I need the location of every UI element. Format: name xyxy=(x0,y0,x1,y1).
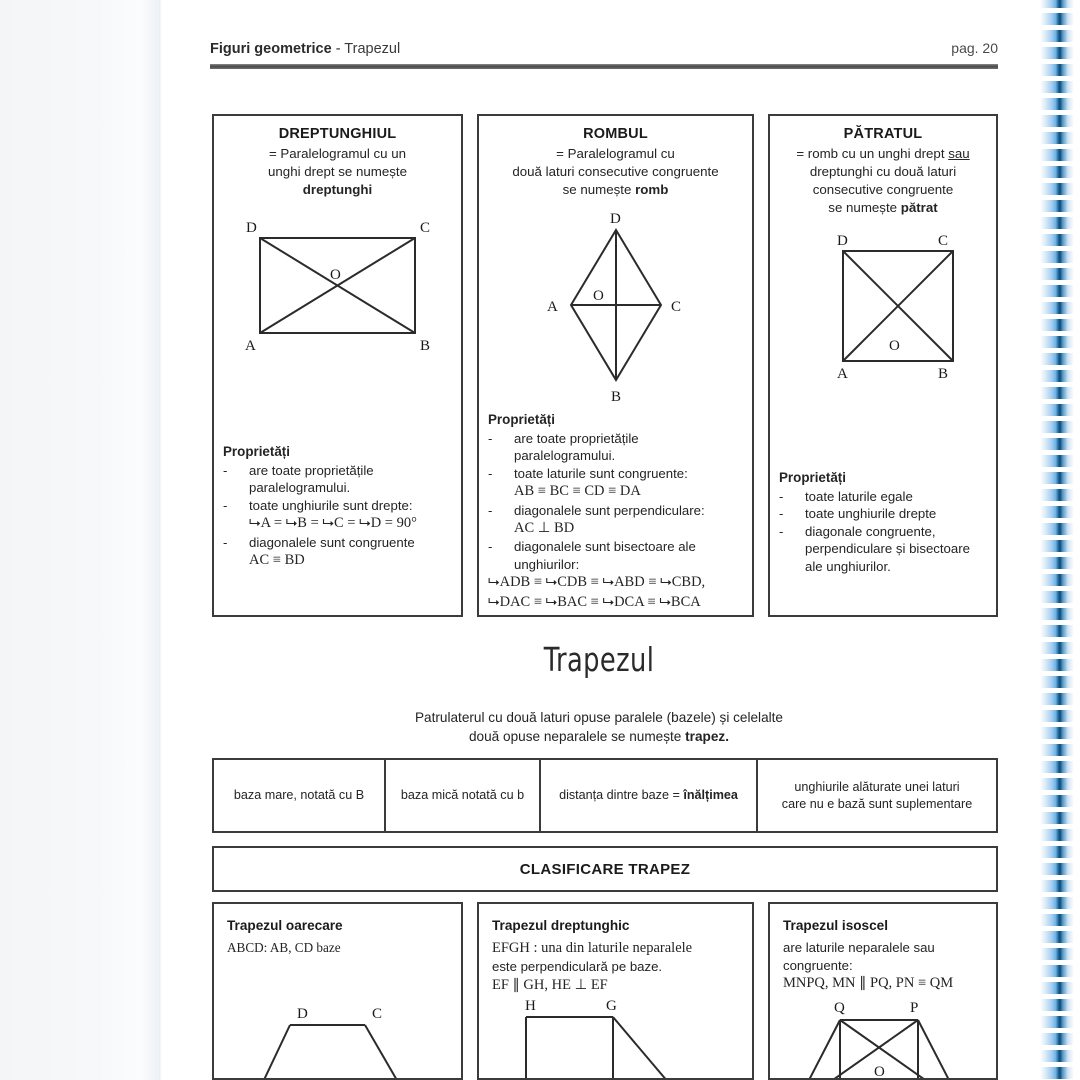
prop-item xyxy=(779,505,987,523)
breadcrumb xyxy=(210,41,400,57)
card-properties xyxy=(779,469,987,576)
binding-coil xyxy=(1036,861,1080,878)
binding-coil xyxy=(1036,759,1080,776)
prop-dash: - xyxy=(488,465,493,481)
binding-coil xyxy=(1036,555,1080,572)
worksheet-page xyxy=(162,0,1036,1080)
binding-coil xyxy=(1036,878,1080,895)
prop-item xyxy=(779,523,987,576)
binding-coil xyxy=(1036,929,1080,946)
binding-coil xyxy=(1036,742,1080,759)
svg-text:D: D xyxy=(246,219,257,236)
figure-square xyxy=(793,223,973,383)
table-cell-inaltimea: distanța dintre baze = înălțimea xyxy=(541,760,758,831)
binding-coil xyxy=(1036,776,1080,793)
binding-coil xyxy=(1036,1065,1080,1080)
binding-coil xyxy=(1036,827,1080,844)
binding-coil xyxy=(1036,946,1080,963)
binding-coil xyxy=(1036,1031,1080,1048)
prop-text: are toate proprietățile paralelogramului. xyxy=(249,462,374,496)
prop-dash: - xyxy=(779,506,784,522)
prop-dash: - xyxy=(779,523,784,539)
binding-coil xyxy=(1036,725,1080,742)
binding-coil xyxy=(1036,283,1080,300)
bcard-body-line-3: EF ∥ GH, HE ⊥ EF xyxy=(492,977,608,994)
prop-item xyxy=(223,534,452,571)
trapezoid-terms-table xyxy=(212,758,998,833)
prop-dash: - xyxy=(488,502,493,518)
section-def-line-1: Patrulaterul cu două laturi opuse paralele (bazele) și celelalte xyxy=(414,710,783,725)
card-trapezul-dreptunghic xyxy=(477,902,754,1080)
binding-coil xyxy=(1036,45,1080,62)
svg-text:C: C xyxy=(420,219,431,236)
bcard-body-line-2: este perpendiculară pe baze. xyxy=(492,959,663,975)
card-patratul xyxy=(768,114,998,617)
binding-coil xyxy=(1036,997,1080,1014)
prop-item xyxy=(223,462,452,497)
props-title: Proprietăți xyxy=(223,443,290,459)
binding-coil xyxy=(1036,470,1080,487)
svg-text:O: O xyxy=(330,266,341,283)
prop-item xyxy=(779,488,987,506)
svg-text:B: B xyxy=(610,388,621,405)
binding-coil xyxy=(1036,351,1080,368)
prop-text: toate laturile sunt congruente: AB ≡ BC ≡ CD ≡ DA xyxy=(514,465,688,500)
card-definition xyxy=(779,145,987,217)
prop-item xyxy=(223,497,452,534)
binding-coil xyxy=(1036,793,1080,810)
binding-coil xyxy=(1036,504,1080,521)
card-title: ROMBUL xyxy=(583,126,648,142)
def-line-2: dreptunghi cu două laturi xyxy=(809,163,957,179)
bcard-title: Trapezul oarecare xyxy=(227,918,343,933)
breadcrumb-sub: Trapezul xyxy=(344,41,401,57)
binding-coil xyxy=(1036,487,1080,504)
def-line-1: = romb cu un unghi drept sau xyxy=(796,146,970,161)
binding-coil xyxy=(1036,232,1080,249)
table-cell-baza-mica: baza mică notată cu b xyxy=(386,760,541,831)
binding-coil xyxy=(1036,0,1080,11)
binding-coil xyxy=(1036,164,1080,181)
binding-coil xyxy=(1036,912,1080,929)
prop-text: toate unghiurile sunt drepte: ⮡A = ⮡B = ⮡C = ⮡D = 90° xyxy=(249,497,417,532)
svg-text:C: C xyxy=(372,1006,383,1022)
prop-dash: - xyxy=(488,430,493,446)
svg-text:Q: Q xyxy=(834,1000,845,1016)
prop-dash: - xyxy=(779,488,784,504)
bcard-title: Trapezul isoscel xyxy=(783,918,889,933)
prop-item xyxy=(488,465,743,502)
figure-right-trapezoid xyxy=(493,992,754,1080)
svg-text:C: C xyxy=(670,298,681,315)
header-rule xyxy=(210,64,998,69)
binding-coil xyxy=(1036,895,1080,912)
prop-dash: - xyxy=(223,462,228,478)
svg-text:H: H xyxy=(525,998,536,1014)
binding-coil xyxy=(1036,640,1080,657)
binding-coil xyxy=(1036,521,1080,538)
prop-text: diagonalele sunt bisectoare ale unghiurilor: xyxy=(514,539,696,572)
binding-coil xyxy=(1036,130,1080,147)
prop-item xyxy=(488,502,743,539)
svg-text:C: C xyxy=(938,232,949,249)
section-title: Trapezul xyxy=(543,640,655,679)
spiral-binding xyxy=(1036,0,1080,1080)
binding-coil xyxy=(1036,402,1080,419)
binding-coil xyxy=(1036,674,1080,691)
binding-coil xyxy=(1036,62,1080,79)
binding-coil xyxy=(1036,572,1080,589)
def-line-3: se numește romb xyxy=(562,181,669,197)
svg-text:A: A xyxy=(245,337,256,354)
card-dreptunghiul xyxy=(212,114,463,617)
card-title: DREPTUNGHIUL xyxy=(278,126,397,142)
binding-coil xyxy=(1036,606,1080,623)
svg-text:D: D xyxy=(609,210,621,227)
bcard-body-line-1: EFGH : una din laturile neparalele xyxy=(492,940,693,956)
svg-text:O: O xyxy=(874,1064,885,1080)
def-line-3: consecutive congruente xyxy=(812,181,954,197)
card-title: PĂTRATUL xyxy=(843,126,923,142)
binding-coil xyxy=(1036,368,1080,385)
svg-text:B: B xyxy=(938,365,949,382)
prop-math-tail-2: ⮡DAC ≡ ⮡BAC ≡ ⮡DCA ≡ ⮡BCA xyxy=(488,593,701,610)
svg-text:G: G xyxy=(606,998,617,1014)
card-rombul xyxy=(477,114,754,617)
prop-item xyxy=(488,538,743,573)
binding-coil xyxy=(1036,385,1080,402)
table-cell-baza-mare: baza mare, notată cu B xyxy=(214,760,386,831)
figure-isosceles-trapezoid xyxy=(778,992,998,1080)
binding-coil xyxy=(1036,300,1080,317)
prop-math: AB ≡ BC ≡ CD ≡ DA xyxy=(514,483,641,500)
def-line-2: două laturi consecutive congruente xyxy=(512,163,719,179)
left-margin-strip xyxy=(0,0,160,1080)
binding-coil xyxy=(1036,11,1080,28)
card-trapezul-oarecare xyxy=(212,902,463,1080)
binding-coil xyxy=(1036,96,1080,113)
prop-dash: - xyxy=(223,497,228,513)
shape-cards-row xyxy=(212,114,998,617)
prop-item xyxy=(488,430,743,465)
prop-text: toate unghiurile drepte xyxy=(805,506,937,522)
def-underlined-word: sau xyxy=(948,146,970,161)
bcard-body xyxy=(492,939,739,996)
svg-text:A: A xyxy=(546,298,558,315)
binding-coil xyxy=(1036,215,1080,232)
def-line-4: se numește pătrat xyxy=(828,199,938,215)
svg-text:D: D xyxy=(297,1006,308,1022)
binding-coil xyxy=(1036,623,1080,640)
classification-banner: CLASIFICARE TRAPEZ xyxy=(212,846,998,892)
figure-rectangle xyxy=(230,205,445,355)
binding-coil xyxy=(1036,980,1080,997)
props-title: Proprietăți xyxy=(779,469,846,485)
svg-text:B: B xyxy=(420,337,431,354)
binding-coil xyxy=(1036,844,1080,861)
prop-math-tail-1: ⮡ADB ≡ ⮡CDB ≡ ⮡ABD ≡ ⮡CBD, xyxy=(488,574,706,591)
section-def-line-2: două opuse neparalele se numește trapez. xyxy=(469,728,729,744)
card-properties xyxy=(223,443,452,571)
card-trapezul-isoscel xyxy=(768,902,998,1080)
binding-coil xyxy=(1036,181,1080,198)
binding-coil xyxy=(1036,708,1080,725)
figure-trapezoid xyxy=(228,1000,463,1080)
breadcrumb-bold: Figuri geometrice xyxy=(210,41,332,57)
prop-text: diagonale congruente, perpendiculare și bisectoare ale unghiurilor. xyxy=(805,523,970,574)
card-definition xyxy=(223,145,452,199)
bcard-body-line-2: MNPQ, MN ∥ PQ, PN ≡ QM xyxy=(783,975,954,992)
section-definition xyxy=(299,709,899,747)
binding-coil xyxy=(1036,334,1080,351)
prop-text: diagonalele sunt perpendiculare: AC ⊥ BD xyxy=(514,502,705,537)
card-properties xyxy=(488,411,743,612)
props-title: Proprietăți xyxy=(488,411,555,427)
svg-text:O: O xyxy=(889,337,900,354)
binding-coil xyxy=(1036,657,1080,674)
svg-text:P: P xyxy=(910,1000,919,1016)
def-line-1: = Paralelogramul cu un xyxy=(268,146,407,161)
def-line-2: unghi drept se numește xyxy=(268,163,407,179)
binding-coil xyxy=(1036,1014,1080,1031)
binding-coil xyxy=(1036,249,1080,266)
def-line-3: dreptunghi xyxy=(302,181,373,197)
table-cell-unghiuri: unghiurile alăturate unei laturi care nu e bază sunt suplementare xyxy=(781,779,973,811)
bcard-title: Trapezul dreptunghic xyxy=(492,918,630,933)
def-line-1: = Paralelogramul cu xyxy=(556,146,675,161)
binding-coil xyxy=(1036,810,1080,827)
binding-coil xyxy=(1036,419,1080,436)
prop-math: AC ⊥ BD xyxy=(514,520,575,537)
svg-text:D: D xyxy=(837,232,848,249)
binding-coil xyxy=(1036,691,1080,708)
binding-coil xyxy=(1036,538,1080,555)
bcard-body-line-1: are laturile neparalele sau congruente: xyxy=(783,940,935,973)
svg-text:O: O xyxy=(592,287,604,304)
page-number: pag. 20 xyxy=(951,40,998,56)
prop-math: ⮡A = ⮡B = ⮡C = ⮡D = 90° xyxy=(249,515,417,532)
binding-coil xyxy=(1036,436,1080,453)
binding-coil xyxy=(1036,147,1080,164)
prop-dash: - xyxy=(488,539,493,555)
breadcrumb-separator: - xyxy=(331,41,345,57)
binding-coil xyxy=(1036,1048,1080,1065)
binding-coil xyxy=(1036,198,1080,215)
bcard-body xyxy=(783,939,983,994)
bcard-body: ABCD: AB, CD baze xyxy=(227,940,341,955)
page-header xyxy=(210,40,998,69)
figure-rhombus xyxy=(531,205,701,405)
prop-text: toate laturile egale xyxy=(805,488,913,504)
binding-coil xyxy=(1036,266,1080,283)
card-definition xyxy=(488,145,743,199)
binding-coil xyxy=(1036,28,1080,45)
binding-coil xyxy=(1036,79,1080,96)
binding-coil xyxy=(1036,113,1080,130)
binding-coil xyxy=(1036,963,1080,980)
prop-text: diagonalele sunt congruente AC ≡ BD xyxy=(249,534,415,569)
prop-text: are toate proprietățile paralelogramului. xyxy=(514,430,639,464)
prop-dash: - xyxy=(223,534,228,550)
prop-math: AC ≡ BD xyxy=(249,552,305,569)
binding-coil xyxy=(1036,317,1080,334)
svg-text:A: A xyxy=(837,365,848,382)
binding-coil xyxy=(1036,589,1080,606)
binding-coil xyxy=(1036,453,1080,470)
trapezoid-types-row xyxy=(212,902,998,1080)
